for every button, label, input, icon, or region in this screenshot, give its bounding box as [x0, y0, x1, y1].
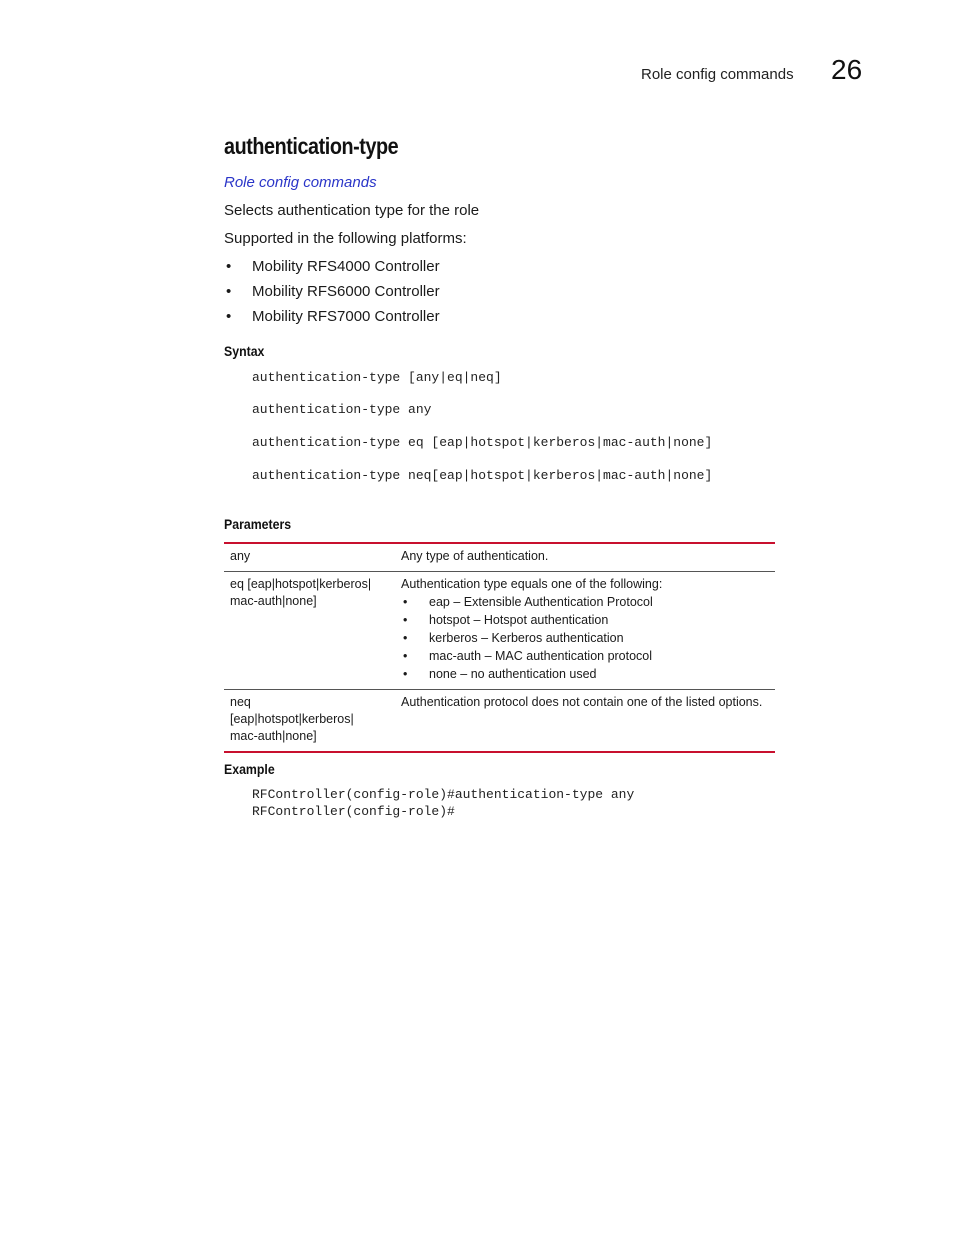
- chapter-number: 26: [831, 54, 863, 85]
- param-description: Authentication protocol does not contain one of the listed options.: [401, 695, 763, 709]
- param-name: [eap|hotspot|kerberos|: [230, 712, 354, 726]
- option-label: hotspot – Hotspot authentication: [429, 613, 609, 627]
- example-line: RFController(config-role)#: [252, 804, 455, 819]
- bullet-icon: •: [403, 631, 408, 645]
- bullet-icon: •: [403, 613, 408, 627]
- example-line: RFController(config-role)#authentication-type any: [252, 787, 635, 802]
- bullet-icon: •: [403, 649, 408, 663]
- syntax-line: authentication-type [any|eq|neq]: [252, 370, 502, 385]
- platform-label: Mobility RFS4000 Controller: [252, 258, 440, 275]
- param-name: eq [eap|hotspot|kerberos|: [230, 577, 372, 591]
- param-description-cell: [395, 690, 775, 753]
- param-option-list: [401, 593, 769, 683]
- platform-list: [224, 258, 440, 333]
- table-row: [224, 572, 775, 690]
- platform-label: Mobility RFS6000 Controller: [252, 283, 440, 300]
- example-heading: Example: [224, 761, 275, 777]
- param-name-cell: [224, 543, 395, 572]
- header-section-title: Role config commands: [641, 66, 794, 83]
- bullet-icon: •: [226, 283, 232, 300]
- option-label: eap – Extensible Authentication Protocol: [429, 595, 653, 609]
- bullet-icon: •: [403, 595, 408, 609]
- option-label: mac-auth – MAC authentication protocol: [429, 649, 653, 663]
- param-name: mac-auth|none]: [230, 594, 317, 608]
- param-description: Any type of authentication.: [401, 549, 549, 563]
- role-config-commands-link[interactable]: Role config commands: [224, 174, 377, 191]
- description: Selects authentication type for the role: [224, 202, 480, 219]
- list-item: [224, 308, 440, 333]
- list-item: [401, 593, 769, 611]
- table-row: [224, 690, 775, 753]
- syntax-line: authentication-type any: [252, 402, 432, 417]
- param-name: any: [230, 549, 251, 563]
- list-item: [401, 665, 769, 683]
- param-name: mac-auth|none]: [230, 729, 317, 743]
- bullet-icon: •: [403, 667, 408, 681]
- param-name-cell: [224, 690, 395, 753]
- param-description-cell: [395, 543, 775, 572]
- syntax-line: authentication-type neq[eap|hotspot|kerberos|mac-auth|none]: [252, 468, 713, 483]
- param-name-cell: [224, 572, 395, 690]
- list-item: [401, 629, 769, 647]
- option-label: none – no authentication used: [429, 667, 597, 681]
- list-item: [401, 611, 769, 629]
- syntax-line: authentication-type eq [eap|hotspot|kerberos|mac-auth|none]: [252, 435, 713, 450]
- param-description: Authentication type equals one of the following:: [401, 577, 663, 591]
- param-description-cell: [395, 572, 775, 690]
- table-row: [224, 543, 775, 572]
- bullet-icon: •: [226, 308, 232, 325]
- bullet-icon: •: [226, 258, 232, 275]
- list-item: [401, 647, 769, 665]
- platform-label: Mobility RFS7000 Controller: [252, 308, 440, 325]
- list-item: [224, 283, 440, 308]
- option-label: kerberos – Kerberos authentication: [429, 631, 624, 645]
- syntax-heading: Syntax: [224, 343, 265, 359]
- page-title: authentication-type: [224, 133, 399, 159]
- parameters-heading: Parameters: [224, 516, 292, 532]
- platforms-intro: Supported in the following platforms:: [224, 230, 467, 247]
- parameters-table: [224, 542, 775, 753]
- param-name: neq: [230, 695, 251, 709]
- list-item: [224, 258, 440, 283]
